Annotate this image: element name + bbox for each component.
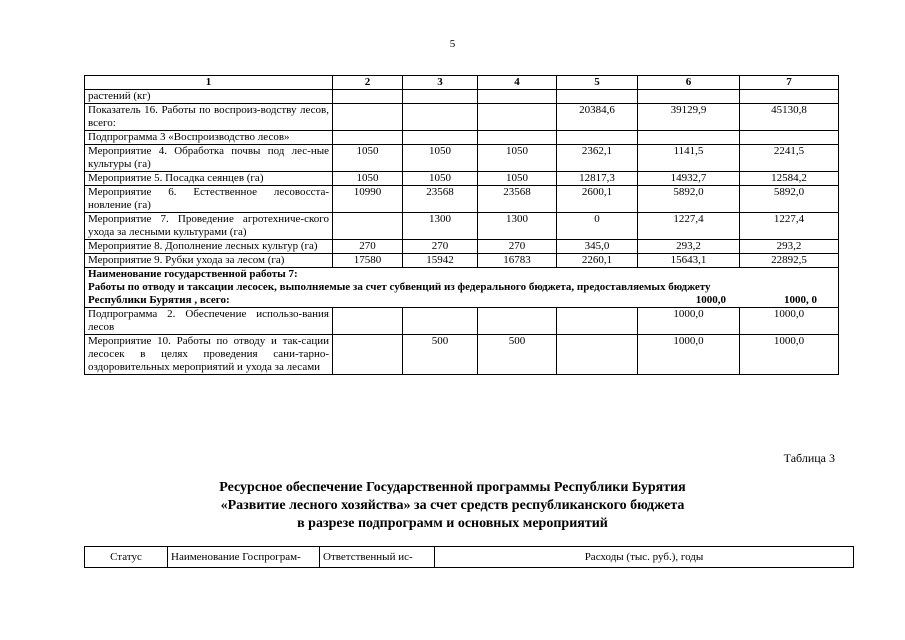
value-cell — [333, 104, 403, 131]
title-line: в разрезе подпрограмм и основных мероприятий — [297, 516, 608, 531]
value-cell: 2260,1 — [557, 254, 638, 268]
value-cell: 22892,5 — [740, 254, 839, 268]
row-name-cell: Мероприятие 4. Обработка почвы под лес-ные культуры (га) — [85, 145, 333, 172]
column-header: 1 — [85, 76, 333, 90]
work7-total-label: Республики Бурятия , всего: — [88, 294, 230, 306]
table-row — [85, 335, 839, 375]
table-row — [85, 254, 839, 268]
value-cell: 1000,0 — [638, 308, 740, 335]
value-cell — [333, 335, 403, 375]
table-row — [85, 186, 839, 213]
value-cell: 39129,9 — [638, 104, 740, 131]
work7-total-line — [88, 294, 835, 307]
value-cell — [740, 90, 839, 104]
value-cell — [740, 131, 839, 145]
value-cell: 12584,2 — [740, 172, 839, 186]
value-cell: 500 — [403, 335, 478, 375]
value-cell: 16783 — [478, 254, 557, 268]
row-name-cell: Мероприятие 9. Рубки ухода за лесом (га) — [85, 254, 333, 268]
value-cell: 1000,0 — [638, 335, 740, 375]
row-name-cell: Мероприятие 6. Естественное лесовосста-новление (га) — [85, 186, 333, 213]
value-cell — [333, 90, 403, 104]
row-name-cell: Мероприятие 8. Дополнение лесных культур (га) — [85, 240, 333, 254]
value-cell — [333, 213, 403, 240]
value-cell: 345,0 — [557, 240, 638, 254]
expenses-header: Расходы (тыс. руб.), годы — [435, 547, 854, 568]
value-cell: 23568 — [403, 186, 478, 213]
value-cell: 1000,0 — [740, 335, 839, 375]
value-cell — [403, 131, 478, 145]
value-cell: 293,2 — [740, 240, 839, 254]
value-cell — [557, 335, 638, 375]
value-cell — [478, 308, 557, 335]
work7-title: Наименование государственной работы 7: — [88, 268, 298, 280]
responsible-header: Ответственный ис- — [320, 547, 435, 568]
column-header: 2 — [333, 76, 403, 90]
value-cell: 270 — [478, 240, 557, 254]
value-cell: 20384,6 — [557, 104, 638, 131]
value-cell: 1141,5 — [638, 145, 740, 172]
value-cell: 2600,1 — [557, 186, 638, 213]
value-cell — [557, 308, 638, 335]
value-cell: 15942 — [403, 254, 478, 268]
column-header: 7 — [740, 76, 839, 90]
value-cell: 293,2 — [638, 240, 740, 254]
value-cell: 1050 — [333, 172, 403, 186]
value-cell: 2241,5 — [740, 145, 839, 172]
document-title — [0, 479, 905, 533]
work7-total-col6: 1000,0 — [695, 294, 726, 306]
value-cell — [333, 131, 403, 145]
value-cell: 1050 — [478, 145, 557, 172]
value-cell — [638, 90, 740, 104]
value-cell: 1000,0 — [740, 308, 839, 335]
value-cell: 1050 — [478, 172, 557, 186]
value-cell — [403, 90, 478, 104]
value-cell: 45130,8 — [740, 104, 839, 131]
row-name-cell: Мероприятие 10. Работы по отводу и так-сации лесосек в целях проведения сани-тарно-оздоровительных мероприятий и ухода за лесами — [85, 335, 333, 375]
value-cell: 5892,0 — [740, 186, 839, 213]
column-header: 3 — [403, 76, 478, 90]
resources-table — [84, 546, 854, 568]
value-cell: 23568 — [478, 186, 557, 213]
value-cell: 12817,3 — [557, 172, 638, 186]
value-cell — [478, 90, 557, 104]
value-cell: 1300 — [403, 213, 478, 240]
indicators-table — [84, 75, 839, 375]
title-line: «Развитие лесного хозяйства» за счет средств республиканского бюджета — [220, 498, 685, 513]
value-cell — [478, 104, 557, 131]
value-cell: 15643,1 — [638, 254, 740, 268]
table-row — [85, 90, 839, 104]
page-number: 5 — [449, 38, 456, 50]
value-cell: 1050 — [403, 145, 478, 172]
column-header: 5 — [557, 76, 638, 90]
program-name-header: Наименование Госпрограм- — [168, 547, 320, 568]
row-name-cell: Мероприятие 5. Посадка сеянцев (га) — [85, 172, 333, 186]
resources-header-row — [85, 547, 854, 568]
value-cell: 1050 — [403, 172, 478, 186]
row-name-cell: Мероприятие 7. Проведение агротехниче-ского ухода за лесными культурами (га) — [85, 213, 333, 240]
title-line: Ресурсное обеспечение Государственной программы Республики Бурятия — [219, 480, 686, 495]
value-cell — [638, 131, 740, 145]
value-cell — [333, 308, 403, 335]
value-cell — [557, 131, 638, 145]
value-cell: 1227,4 — [740, 213, 839, 240]
value-cell: 2362,1 — [557, 145, 638, 172]
work7-total-col7: 1000, 0 — [784, 294, 817, 306]
table-row — [85, 308, 839, 335]
status-header: Статус — [85, 547, 168, 568]
value-cell: 270 — [403, 240, 478, 254]
table-row — [85, 172, 839, 186]
value-cell — [557, 90, 638, 104]
value-cell: 1300 — [478, 213, 557, 240]
row-name-cell: Подпрограмма 2. Обеспечение использо-вания лесов — [85, 308, 333, 335]
row-name-cell: Показатель 16. Работы по воспроиз-водству лесов, всего: — [85, 104, 333, 131]
column-header: 4 — [478, 76, 557, 90]
value-cell — [403, 308, 478, 335]
value-cell: 1227,4 — [638, 213, 740, 240]
value-cell: 500 — [478, 335, 557, 375]
table-row — [85, 131, 839, 145]
work7-cell — [85, 268, 839, 308]
table-header-row — [85, 76, 839, 90]
value-cell: 14932,7 — [638, 172, 740, 186]
value-cell: 1050 — [333, 145, 403, 172]
row-name-cell: растений (кг) — [85, 90, 333, 104]
table-row — [85, 104, 839, 131]
value-cell: 17580 — [333, 254, 403, 268]
work7-description: Работы по отводу и таксации лесосек, выполняемые за счет субвенций из федерального бюджета, предоставляемых бюджету — [88, 281, 711, 293]
value-cell: 270 — [333, 240, 403, 254]
table-row — [85, 240, 839, 254]
column-header: 6 — [638, 76, 740, 90]
value-cell — [478, 131, 557, 145]
value-cell: 0 — [557, 213, 638, 240]
table-row — [85, 213, 839, 240]
row-name-cell: Подпрограмма 3 «Воспроизводство лесов» — [85, 131, 333, 145]
table-row — [85, 145, 839, 172]
work7-row — [85, 268, 839, 308]
value-cell: 10990 — [333, 186, 403, 213]
value-cell: 5892,0 — [638, 186, 740, 213]
value-cell — [403, 104, 478, 131]
table-3-label: Таблица 3 — [783, 451, 835, 465]
